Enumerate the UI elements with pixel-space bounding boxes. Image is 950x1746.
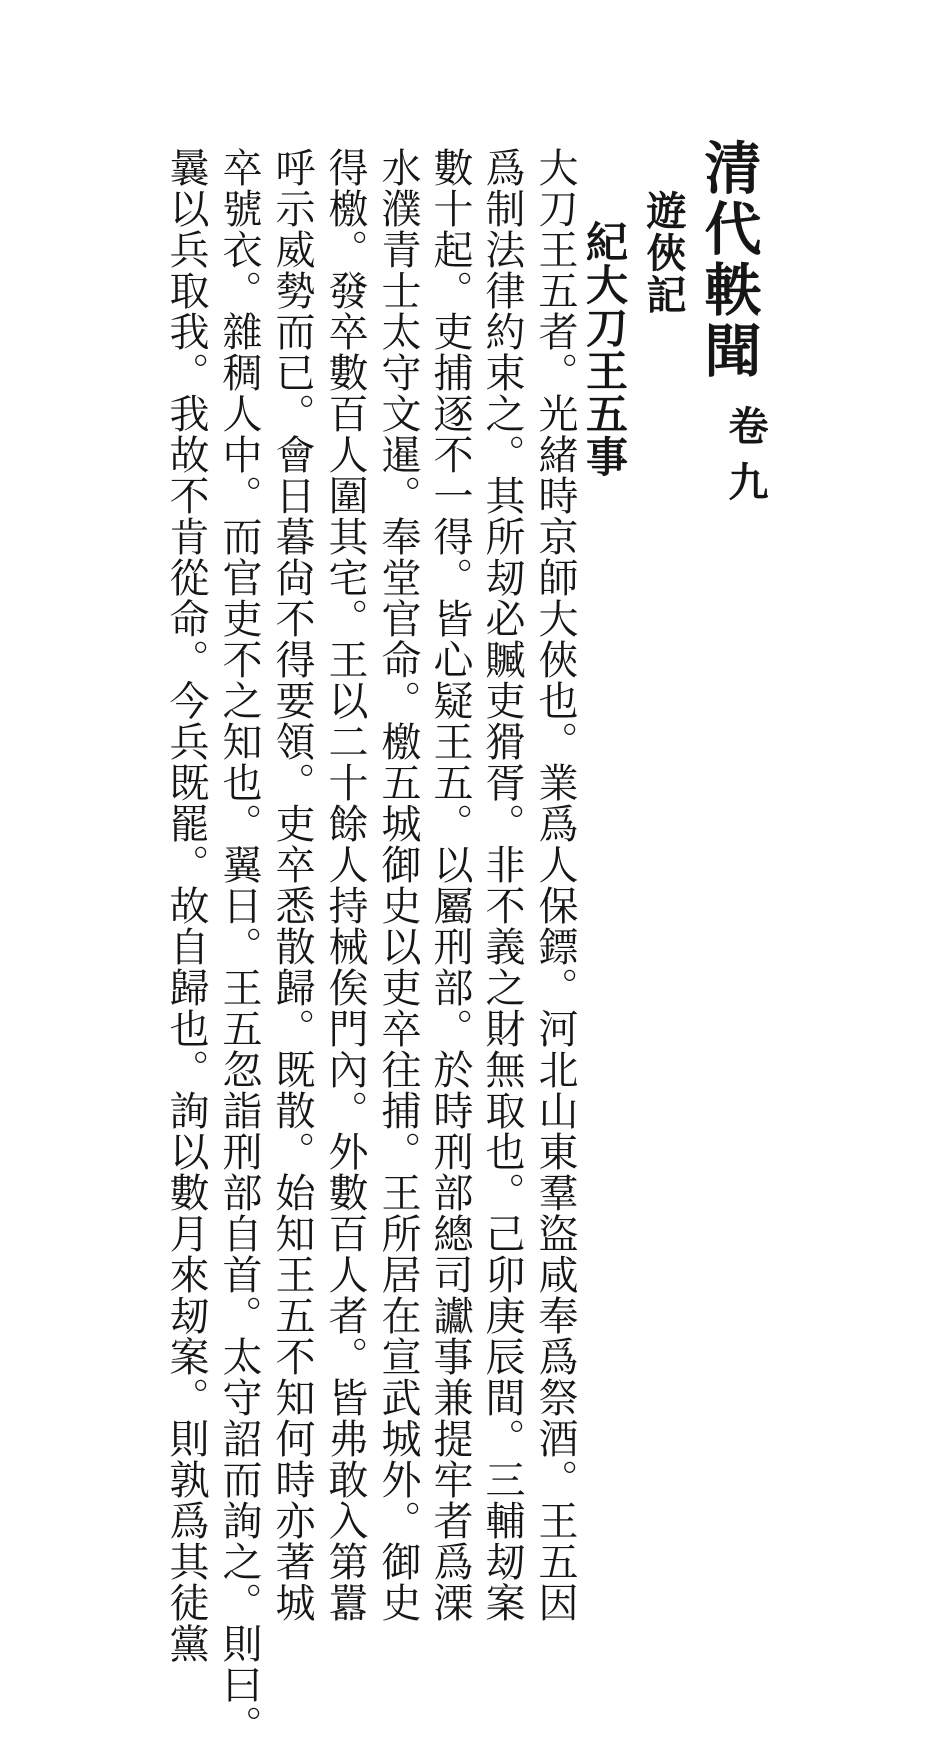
text-column-1: 大刀王五者。光緒時京師大俠也。業爲人保鏢。河北山東羣盜咸奉爲祭酒。王五因: [532, 147, 578, 1623]
article-title: 紀大刀王五事: [580, 220, 629, 478]
text-column-2: 爲制法律約束之。其所刼必贓吏猾胥。非不義之財無取也。己卯庚辰間。三輔刼案: [479, 147, 525, 1623]
volume-label: 卷九: [722, 405, 769, 517]
section-heading: 遊俠記: [640, 190, 687, 316]
text-column-8: 曩以兵取我。我故不肯從命。今兵既罷。故自歸也。詢以數月來刼案。則孰爲其徒黨: [163, 147, 209, 1664]
text-column-3: 數十起。吏捕逐不一得。皆心疑王五。以屬刑部。於時刑部總司讞事兼提牢者爲溧: [427, 147, 473, 1623]
text-column-4: 水濮青士太守文暹。奉堂官命。檄五城御史以吏卒往捕。王所居在宣武城外。御史: [375, 147, 421, 1623]
book-title: 清代軼聞: [695, 138, 762, 382]
text-column-5: 得檄。發卒數百人圍其宅。王以二十餘人持械俟門內。外數百人者。皆弗敢入第囂: [322, 147, 368, 1623]
text-column-6: 呼示威勢而已。會日暮尙不得要領。吏卒悉散歸。既散。始知王五不知何時亦著城: [269, 147, 315, 1623]
text-column-7: 卒號衣。雜稠人中。而官吏不之知也。翼日。王五忽詣刑部自首。太守詔而詢之。則曰。: [216, 147, 262, 1746]
